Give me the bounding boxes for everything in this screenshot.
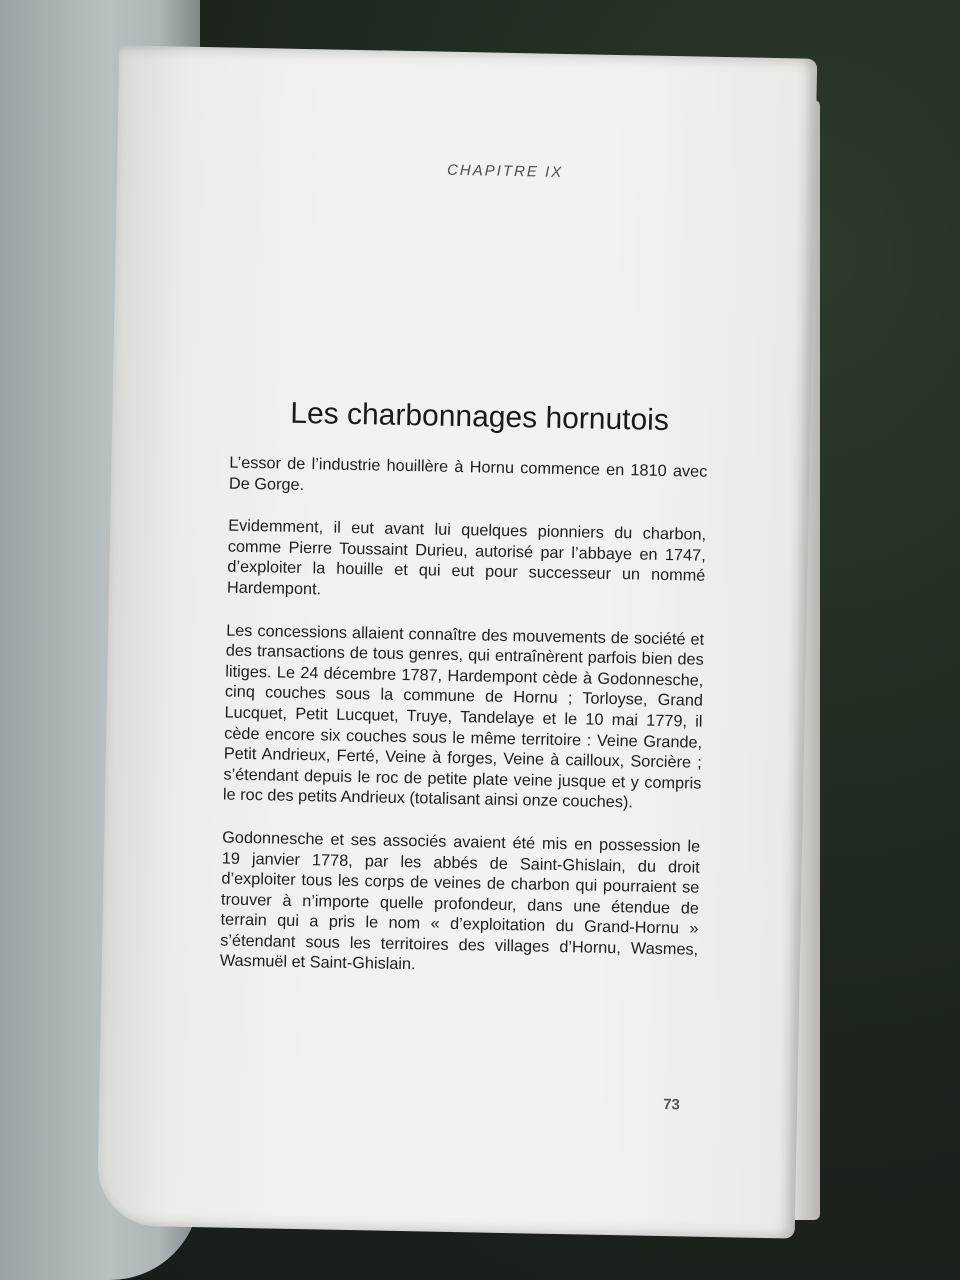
chapter-label: CHAPITRE IX <box>446 161 564 181</box>
paragraph: L’essor de l’industrie houillère à Hornu commence en 1810 avec De Gorge. <box>228 453 708 494</box>
page-number: 73 <box>662 1096 681 1114</box>
chapter-title: Les charbonnages hornutois <box>290 396 670 438</box>
book-page <box>97 45 818 1238</box>
paragraph: Les concessions allaient connaître des mouvements de société et des transactions de tous genres, qui entraînèrent parfois bien des litiges. Le 24 décembre 1787, Hardempont cède à Godonnesche, cinq couches sous la commune de Hornu ; Torloyse, Grand Lucquet, Petit Lucquet, Truye, Tandelaye et le 10 mai 1779, il cède encore six couches sous le même territoire : Veine Grande, Petit Andrieux, Ferté, Veine à forges, Veine à cailloux, Sorcière ; s’étendant depuis le roc de petite plate veine jusque et y compris le roc des petits Andrieux (totalisant ainsi onze couches). <box>222 621 705 812</box>
body-text <box>219 453 707 1003</box>
paragraph: Evidemment, il eut avant lui quelques pionniers du charbon, comme Pierre Toussaint Durieu, autorisé par l’abbaye en 1747, d’exploiter la houille et qui eut pour successeur un nommé Hardempont. <box>226 516 707 599</box>
paragraph: Godonnesche et ses associés avaient été mis en possession le 19 janvier 1778, par les abbés de Saint-Ghislain, du droit d’exploiter tous les corps de veines de charbon qui pourraient se trouver à n’importe quelle profondeur, dans une étendue de terrain qui a pris le nom « d’exploitation du Grand-Hornu » s’étendant sous les territoires des villages d’Hornu, Wasmes, Wasmuël et Saint-Ghislain. <box>219 828 701 974</box>
